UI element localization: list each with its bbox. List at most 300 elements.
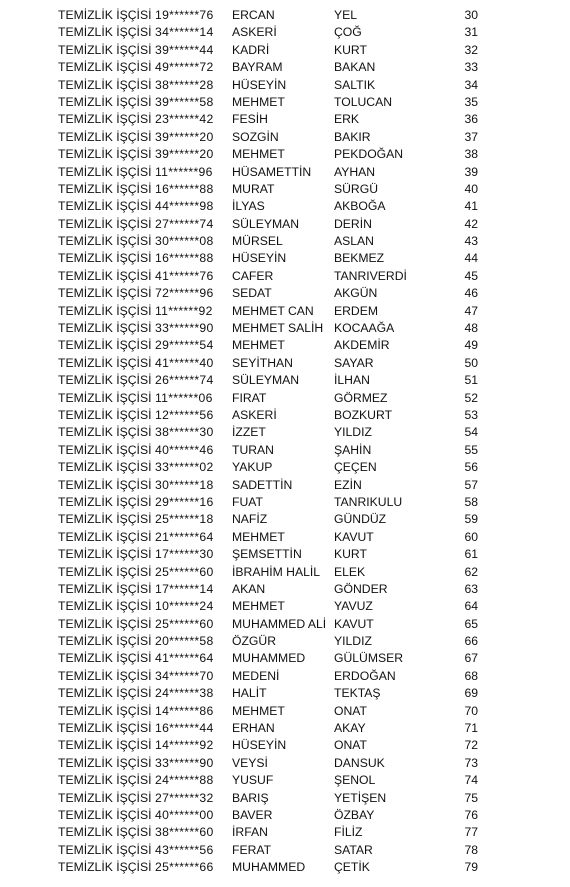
first-name-cell: FERAT — [232, 842, 272, 857]
surname-cell: AKDEMİR — [334, 338, 390, 353]
surname-cell: ERDOĞAN — [334, 668, 396, 683]
row-number-cell: 47 — [464, 303, 478, 318]
masked-id-cell: 11******92 — [155, 303, 213, 318]
surname-cell: YETİŞEN — [334, 790, 387, 805]
row-number-cell: 77 — [464, 825, 478, 840]
first-name-cell: CAFER — [232, 268, 274, 283]
surname-cell: ÖZBAY — [334, 807, 375, 822]
table-row — [0, 807, 570, 824]
job-title-cell: TEMİZLİK İŞÇİSİ — [58, 842, 152, 857]
masked-id-cell: 29******16 — [155, 494, 214, 509]
table-row — [0, 320, 570, 337]
table-row — [0, 42, 570, 59]
first-name-cell: MEHMET — [232, 147, 285, 162]
job-title-cell: TEMİZLİK İŞÇİSİ — [58, 164, 152, 179]
job-title-cell: TEMİZLİK İŞÇİSİ — [58, 790, 152, 805]
row-number-cell: 41 — [464, 199, 478, 214]
surname-cell: KOCAAĞA — [334, 321, 395, 336]
job-title-cell: TEMİZLİK İŞÇİSİ — [58, 42, 152, 57]
masked-id-cell: 12******56 — [155, 407, 214, 422]
job-title-cell: TEMİZLİK İŞÇİSİ — [58, 616, 152, 631]
row-number-cell: 57 — [464, 477, 478, 492]
job-title-cell: TEMİZLİK İŞÇİSİ — [58, 355, 152, 370]
masked-id-cell: 25******60 — [155, 564, 214, 579]
row-number-cell: 32 — [464, 42, 478, 57]
surname-cell: YILDIZ — [334, 634, 372, 649]
surname-cell: KAVUT — [334, 529, 374, 544]
masked-id-cell: 40******00 — [155, 807, 214, 822]
table-row — [0, 477, 570, 494]
surname-cell: FİLİZ — [334, 825, 363, 840]
job-title-cell: TEMİZLİK İŞÇİSİ — [58, 112, 152, 127]
table-row — [0, 94, 570, 111]
row-number-cell: 78 — [464, 842, 478, 857]
surname-cell: DERİN — [334, 216, 372, 231]
table-row — [0, 181, 570, 198]
masked-id-cell: 14******86 — [155, 703, 214, 718]
first-name-cell: MEHMET — [232, 703, 285, 718]
job-title-cell: TEMİZLİK İŞÇİSİ — [58, 721, 152, 736]
surname-cell: SAYAR — [334, 355, 374, 370]
job-title-cell: TEMİZLİK İŞÇİSİ — [58, 460, 152, 475]
job-title-cell: TEMİZLİK İŞÇİSİ — [58, 547, 152, 562]
row-number-cell: 70 — [464, 703, 478, 718]
surname-cell: BAKAN — [334, 60, 376, 75]
job-title-cell: TEMİZLİK İŞÇİSİ — [58, 25, 152, 40]
masked-id-cell: 44******98 — [155, 199, 214, 214]
row-number-cell: 54 — [464, 425, 478, 440]
table-row — [0, 303, 570, 320]
first-name-cell: ASKERİ — [232, 407, 277, 422]
job-title-cell: TEMİZLİK İŞÇİSİ — [58, 216, 152, 231]
row-number-cell: 60 — [464, 529, 478, 544]
masked-id-cell: 38******60 — [155, 825, 214, 840]
row-number-cell: 42 — [464, 216, 478, 231]
first-name-cell: TURAN — [232, 442, 274, 457]
first-name-cell: ÖZGÜR — [232, 634, 277, 649]
job-title-cell: TEMİZLİK İŞÇİSİ — [58, 477, 152, 492]
surname-cell: ŞAHİN — [334, 442, 372, 457]
surname-cell: PEKDOĞAN — [334, 147, 404, 162]
surname-cell: GÖRMEZ — [334, 390, 388, 405]
surname-cell: ELEK — [334, 564, 366, 579]
masked-id-cell: 33******90 — [155, 321, 214, 336]
table-row — [0, 24, 570, 41]
surname-cell: AKBOĞA — [334, 199, 386, 214]
job-title-cell: TEMİZLİK İŞÇİSİ — [58, 738, 152, 753]
job-title-cell: TEMİZLİK İŞÇİSİ — [58, 668, 152, 683]
job-title-cell: TEMİZLİK İŞÇİSİ — [58, 338, 152, 353]
masked-id-cell: 43******56 — [155, 842, 214, 857]
masked-id-cell: 16******88 — [155, 181, 214, 196]
surname-cell: SALTIK — [334, 77, 376, 92]
masked-id-cell: 27******74 — [155, 216, 214, 231]
table-row — [0, 842, 570, 859]
job-title-cell: TEMİZLİK İŞÇİSİ — [58, 129, 152, 144]
job-title-cell: TEMİZLİK İŞÇİSİ — [58, 651, 152, 666]
job-title-cell: TEMİZLİK İŞÇİSİ — [58, 860, 152, 875]
first-name-cell: FESİH — [232, 112, 268, 127]
table-row — [0, 755, 570, 772]
first-name-cell: ASKERİ — [232, 25, 277, 40]
table-row — [0, 198, 570, 215]
surname-cell: ASLAN — [334, 234, 374, 249]
masked-id-cell: 25******66 — [155, 860, 214, 875]
table-row — [0, 424, 570, 441]
table-row — [0, 546, 570, 563]
row-number-cell: 36 — [464, 112, 478, 127]
first-name-cell: İZZET — [232, 425, 266, 440]
masked-id-cell: 20******58 — [155, 634, 214, 649]
masked-id-cell: 34******70 — [155, 668, 214, 683]
surname-cell: TEKTAŞ — [334, 686, 381, 701]
row-number-cell: 69 — [464, 686, 478, 701]
table-row — [0, 668, 570, 685]
masked-id-cell: 33******02 — [155, 460, 214, 475]
first-name-cell: NAFİZ — [232, 512, 268, 527]
row-number-cell: 52 — [464, 390, 478, 405]
table-row — [0, 772, 570, 789]
table-row — [0, 390, 570, 407]
masked-id-cell: 24******88 — [155, 773, 214, 788]
table-row — [0, 685, 570, 702]
surname-cell: ÇETİK — [334, 860, 370, 875]
table-row — [0, 146, 570, 163]
masked-id-cell: 72******96 — [155, 286, 214, 301]
masked-id-cell: 10******24 — [155, 599, 214, 614]
masked-id-cell: 24******38 — [155, 686, 214, 701]
row-number-cell: 75 — [464, 790, 478, 805]
surname-cell: TOLUCAN — [334, 94, 393, 109]
job-title-cell: TEMİZLİK İŞÇİSİ — [58, 825, 152, 840]
first-name-cell: İBRAHİM HALİL — [232, 564, 321, 579]
first-name-cell: VEYSİ — [232, 755, 268, 770]
job-title-cell: TEMİZLİK İŞÇİSİ — [58, 425, 152, 440]
masked-id-cell: 39******20 — [155, 129, 214, 144]
surname-cell: GÖNDER — [334, 581, 388, 596]
job-title-cell: TEMİZLİK İŞÇİSİ — [58, 234, 152, 249]
row-number-cell: 64 — [464, 599, 478, 614]
masked-id-cell: 17******30 — [155, 547, 214, 562]
row-number-cell: 71 — [464, 721, 478, 736]
surname-cell: TANRIKULU — [334, 494, 403, 509]
surname-cell: GÜNDÜZ — [334, 512, 387, 527]
first-name-cell: SÜLEYMAN — [232, 373, 300, 388]
surname-cell: TANRIVERDİ — [334, 268, 407, 283]
table-row — [0, 529, 570, 546]
row-number-cell: 34 — [464, 77, 478, 92]
first-name-cell: MEHMET — [232, 599, 285, 614]
row-number-cell: 40 — [464, 181, 478, 196]
masked-id-cell: 40******46 — [155, 442, 214, 457]
surname-cell: YAVUZ — [334, 599, 373, 614]
surname-cell: AYHAN — [334, 164, 376, 179]
table-row — [0, 216, 570, 233]
row-number-cell: 59 — [464, 512, 478, 527]
surname-cell: EZİN — [334, 477, 362, 492]
surname-cell: ONAT — [334, 738, 367, 753]
row-number-cell: 72 — [464, 738, 478, 753]
first-name-cell: SEDAT — [232, 286, 272, 301]
first-name-cell: MEHMET CAN — [232, 303, 314, 318]
table-row — [0, 442, 570, 459]
row-number-cell: 63 — [464, 581, 478, 596]
masked-id-cell: 39******44 — [155, 42, 214, 57]
first-name-cell: MUHAMMED ALİ — [232, 616, 327, 631]
masked-id-cell: 21******64 — [155, 529, 214, 544]
job-title-cell: TEMİZLİK İŞÇİSİ — [58, 494, 152, 509]
first-name-cell: MEHMET — [232, 529, 285, 544]
job-title-cell: TEMİZLİK İŞÇİSİ — [58, 407, 152, 422]
job-title-cell: TEMİZLİK İŞÇİSİ — [58, 512, 152, 527]
row-number-cell: 58 — [464, 494, 478, 509]
job-title-cell: TEMİZLİK İŞÇİSİ — [58, 181, 152, 196]
row-number-cell: 38 — [464, 147, 478, 162]
first-name-cell: BAYRAM — [232, 60, 283, 75]
surname-cell: SATAR — [334, 842, 373, 857]
row-number-cell: 51 — [464, 373, 478, 388]
row-number-cell: 35 — [464, 94, 478, 109]
row-number-cell: 73 — [464, 755, 478, 770]
surname-cell: GÜLÜMSER — [334, 651, 404, 666]
masked-id-cell: 30******08 — [155, 234, 214, 249]
masked-id-cell: 38******30 — [155, 425, 214, 440]
masked-id-cell: 38******28 — [155, 77, 214, 92]
masked-id-cell: 25******18 — [155, 512, 214, 527]
table-row — [0, 77, 570, 94]
job-title-cell: TEMİZLİK İŞÇİSİ — [58, 60, 152, 75]
table-row — [0, 268, 570, 285]
job-title-cell: TEMİZLİK İŞÇİSİ — [58, 564, 152, 579]
row-number-cell: 68 — [464, 668, 478, 683]
first-name-cell: MEDENİ — [232, 668, 280, 683]
masked-id-cell: 27******32 — [155, 790, 214, 805]
job-title-cell: TEMİZLİK İŞÇİSİ — [58, 147, 152, 162]
masked-id-cell: 14******92 — [155, 738, 214, 753]
first-name-cell: MEHMET — [232, 338, 285, 353]
first-name-cell: HÜSEYİN — [232, 738, 287, 753]
surname-cell: ÇEÇEN — [334, 460, 377, 475]
first-name-cell: MUHAMMED — [232, 651, 306, 666]
job-title-cell: TEMİZLİK İŞÇİSİ — [58, 199, 152, 214]
masked-id-cell: 16******88 — [155, 251, 214, 266]
job-title-cell: TEMİZLİK İŞÇİSİ — [58, 286, 152, 301]
first-name-cell: BAVER — [232, 807, 273, 822]
table-row — [0, 285, 570, 302]
masked-id-cell: 39******20 — [155, 147, 214, 162]
table-row — [0, 372, 570, 389]
row-number-cell: 61 — [464, 547, 478, 562]
surname-cell: ERK — [334, 112, 360, 127]
first-name-cell: FUAT — [232, 494, 263, 509]
table-row — [0, 598, 570, 615]
first-name-cell: HÜSAMETTİN — [232, 164, 312, 179]
row-number-cell: 53 — [464, 407, 478, 422]
surname-cell: KAVUT — [334, 616, 374, 631]
first-name-cell: MÜRSEL — [232, 234, 283, 249]
job-title-cell: TEMİZLİK İŞÇİSİ — [58, 373, 152, 388]
table-row — [0, 233, 570, 250]
masked-id-cell: 41******40 — [155, 355, 214, 370]
first-name-cell: YAKUP — [232, 460, 273, 475]
job-title-cell: TEMİZLİK İŞÇİSİ — [58, 807, 152, 822]
row-number-cell: 66 — [464, 634, 478, 649]
first-name-cell: YUSUF — [232, 773, 274, 788]
table-row — [0, 459, 570, 476]
first-name-cell: İLYAS — [232, 199, 265, 214]
job-title-cell: TEMİZLİK İŞÇİSİ — [58, 703, 152, 718]
row-number-cell: 55 — [464, 442, 478, 457]
first-name-cell: ERCAN — [232, 8, 275, 22]
surname-cell: KURT — [334, 547, 367, 562]
table-row — [0, 650, 570, 667]
surname-cell: AKAY — [334, 721, 366, 736]
masked-id-cell: 16******44 — [155, 721, 214, 736]
first-name-cell: MUHAMMED — [232, 860, 306, 875]
surname-cell: ÇOĞ — [334, 25, 362, 40]
table-row — [0, 111, 570, 128]
table-row — [0, 59, 570, 76]
surname-cell: KURT — [334, 42, 367, 57]
row-number-cell: 31 — [464, 25, 478, 40]
masked-id-cell: 25******60 — [155, 616, 214, 631]
first-name-cell: SÜLEYMAN — [232, 216, 300, 231]
table-row — [0, 129, 570, 146]
row-number-cell: 65 — [464, 616, 478, 631]
row-number-cell: 48 — [464, 321, 478, 336]
first-name-cell: ŞEMSETTİN — [232, 547, 302, 562]
first-name-cell: SOZGİN — [232, 129, 279, 144]
masked-id-cell: 41******76 — [155, 268, 214, 283]
job-title-cell: TEMİZLİK İŞÇİSİ — [58, 634, 152, 649]
job-title-cell: TEMİZLİK İŞÇİSİ — [58, 773, 152, 788]
surname-cell: BEKMEZ — [334, 251, 385, 266]
table-row — [0, 581, 570, 598]
table-row — [0, 337, 570, 354]
job-title-cell: TEMİZLİK İŞÇİSİ — [58, 303, 152, 318]
job-title-cell: TEMİZLİK İŞÇİSİ — [58, 529, 152, 544]
first-name-cell: MURAT — [232, 181, 275, 196]
job-title-cell: TEMİZLİK İŞÇİSİ — [58, 94, 152, 109]
row-number-cell: 39 — [464, 164, 478, 179]
table-row — [0, 355, 570, 372]
table-row — [0, 164, 570, 181]
surname-cell: İLHAN — [334, 373, 370, 388]
job-title-cell: TEMİZLİK İŞÇİSİ — [58, 599, 152, 614]
row-number-cell: 43 — [464, 234, 478, 249]
job-title-cell: TEMİZLİK İŞÇİSİ — [58, 686, 152, 701]
masked-id-cell: 11******96 — [155, 164, 213, 179]
table-row — [0, 859, 570, 876]
first-name-cell: MEHMET SALİH — [232, 321, 324, 336]
row-number-cell: 33 — [464, 60, 478, 75]
surname-cell: ERDEM — [334, 303, 379, 318]
table-row — [0, 511, 570, 528]
row-number-cell: 49 — [464, 338, 478, 353]
job-title-cell: TEMİZLİK İŞÇİSİ — [58, 321, 152, 336]
job-title-cell: TEMİZLİK İŞÇİSİ — [58, 390, 152, 405]
table-row — [0, 407, 570, 424]
table-row — [0, 250, 570, 267]
surname-cell: ŞENOL — [334, 773, 376, 788]
table-row — [0, 720, 570, 737]
first-name-cell: FIRAT — [232, 390, 267, 405]
row-number-cell: 37 — [464, 129, 478, 144]
row-number-cell: 44 — [464, 251, 478, 266]
surname-cell: ONAT — [334, 703, 367, 718]
masked-id-cell: 11******06 — [155, 390, 213, 405]
masked-id-cell: 30******18 — [155, 477, 214, 492]
row-number-cell: 76 — [464, 807, 478, 822]
masked-id-cell: 41******64 — [155, 651, 214, 666]
table-row — [0, 494, 570, 511]
job-title-cell: TEMİZLİK İŞÇİSİ — [58, 77, 152, 92]
table-row — [0, 564, 570, 581]
table-row — [0, 790, 570, 807]
row-number-cell: 46 — [464, 286, 478, 301]
first-name-cell: SEYİTHAN — [232, 355, 293, 370]
surname-cell: BOZKURT — [334, 407, 393, 422]
first-name-cell: BARIŞ — [232, 790, 269, 805]
table-row — [0, 7, 570, 24]
row-number-cell: 30 — [464, 8, 478, 22]
job-title-cell: TEMİZLİK İŞÇİSİ — [58, 442, 152, 457]
row-number-cell: 79 — [464, 860, 478, 875]
first-name-cell: HÜSEYİN — [232, 77, 287, 92]
first-name-cell: ERHAN — [232, 721, 275, 736]
first-name-cell: İRFAN — [232, 825, 268, 840]
job-title-cell: TEMİZLİK İŞÇİSİ — [58, 755, 152, 770]
masked-id-cell: 49******72 — [155, 60, 214, 75]
masked-id-cell: 17******14 — [155, 581, 214, 596]
row-number-cell: 45 — [464, 268, 478, 283]
table-row — [0, 616, 570, 633]
job-title-cell: TEMİZLİK İŞÇİSİ — [58, 8, 152, 22]
surname-cell: YILDIZ — [334, 425, 372, 440]
first-name-cell: MEHMET — [232, 94, 285, 109]
first-name-cell: AKAN — [232, 581, 266, 596]
masked-id-cell: 19******76 — [155, 8, 214, 22]
table-row — [0, 737, 570, 754]
row-number-cell: 74 — [464, 773, 478, 788]
first-name-cell: HALİT — [232, 686, 267, 701]
job-title-cell: TEMİZLİK İŞÇİSİ — [58, 581, 152, 596]
first-name-cell: KADRİ — [232, 42, 270, 57]
masked-id-cell: 29******54 — [155, 338, 214, 353]
row-number-cell: 50 — [464, 355, 478, 370]
masked-id-cell: 34******14 — [155, 25, 214, 40]
first-name-cell: SADETTİN — [232, 477, 293, 492]
masked-id-cell: 39******58 — [155, 94, 214, 109]
table-row — [0, 824, 570, 841]
surname-cell: YEL — [334, 8, 358, 22]
table-row — [0, 633, 570, 650]
surname-cell: SÜRGÜ — [334, 181, 379, 196]
surname-cell: AKGÜN — [334, 286, 378, 301]
row-number-cell: 62 — [464, 564, 478, 579]
row-number-cell: 67 — [464, 651, 478, 666]
row-number-cell: 56 — [464, 460, 478, 475]
job-title-cell: TEMİZLİK İŞÇİSİ — [58, 268, 152, 283]
surname-cell: BAKIR — [334, 129, 371, 144]
surname-cell: DANSUK — [334, 755, 385, 770]
job-title-cell: TEMİZLİK İŞÇİSİ — [58, 251, 152, 266]
first-name-cell: HÜSEYİN — [232, 251, 287, 266]
masked-id-cell: 26******74 — [155, 373, 214, 388]
masked-id-cell: 23******42 — [155, 112, 214, 127]
table-row — [0, 703, 570, 720]
masked-id-cell: 33******90 — [155, 755, 214, 770]
